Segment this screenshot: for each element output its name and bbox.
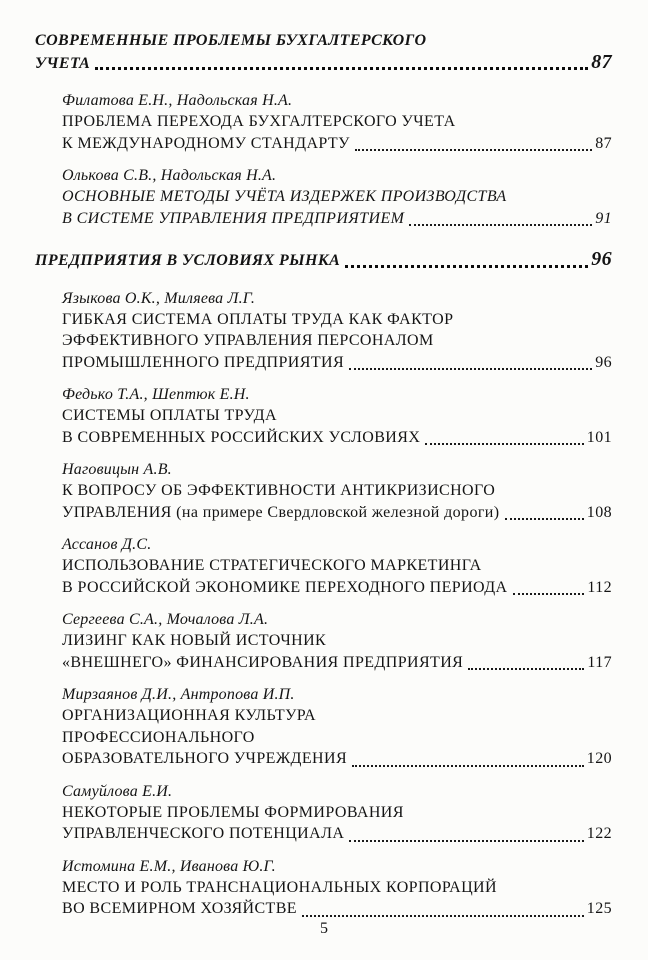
section-heading	[35, 30, 612, 74]
dot-leader	[95, 52, 588, 75]
section-title-row	[35, 249, 612, 272]
entry-title-row	[62, 748, 612, 770]
dot-leader	[352, 748, 584, 770]
entry-page-number: 108	[586, 503, 612, 521]
entry-title-text: ПРОФЕССИОНАЛЬНОГО	[62, 728, 255, 746]
entry-authors: Мирзаянов Д.И., Антропова И.П.	[62, 686, 295, 703]
entry-title-row	[62, 823, 612, 845]
toc-entry	[62, 165, 612, 229]
entry-authors: Наговицын А.В.	[62, 461, 172, 478]
entry-title-text: ОБРАЗОВАТЕЛЬНОГО УЧРЕЖДЕНИЯ	[62, 750, 348, 767]
entry-authors: Языкова О.К., Миляева Л.Г.	[62, 289, 256, 307]
toc-entry	[62, 534, 612, 598]
entry-title-row	[62, 898, 612, 920]
section-page-number: 87	[591, 50, 612, 73]
entry-title-text: ЛИЗИНГ КАК НОВЫЙ ИСТОЧНИК	[62, 632, 327, 649]
entry-title-row	[62, 502, 612, 524]
entry-title-text: «ВНЕШНЕГО» ФИНАНСИРОВАНИЯ ПРЕДПРИЯТИЯ	[62, 653, 464, 671]
entry-title-text: ИСПОЛЬЗОВАНИЕ СТРАТЕГИЧЕСКОГО МАРКЕТИНГА	[62, 557, 482, 574]
entry-title-row	[62, 652, 612, 674]
entry-authors: Самуйлова Е.И.	[62, 782, 173, 800]
entry-title-row	[62, 208, 612, 230]
entry-title-text: УПРАВЛЕНИЯ (на примере Свердловской железной дороги)	[62, 503, 500, 521]
dot-leader	[513, 577, 585, 599]
section-title-row	[35, 52, 612, 75]
dot-leader	[345, 249, 588, 272]
section-title-text: ПРЕДПРИЯТИЯ В УСЛОВИЯХ РЫНКА	[35, 252, 341, 269]
section-heading	[35, 249, 612, 272]
entry-title-text: СИСТЕМЫ ОПЛАТЫ ТРУДА	[62, 407, 277, 424]
entry-title-text: ВО ВСЕМИРНОМ ХОЗЯЙСТВЕ	[62, 900, 297, 917]
entry-title-text: В РОССИЙСКОЙ ЭКОНОМИКЕ ПЕРЕХОДНОГО ПЕРИОДА	[62, 578, 508, 596]
entry-page-number: 87	[595, 134, 612, 152]
entry-page-number: 96	[595, 353, 612, 371]
entry-page-number: 122	[586, 825, 612, 842]
toc-entry	[62, 609, 612, 673]
entry-page-number: 91	[595, 209, 612, 227]
dot-leader	[349, 823, 584, 845]
section-page-number: 96	[591, 248, 612, 270]
entry-title-text: ОРГАНИЗАЦИОННАЯ КУЛЬТУРА	[62, 707, 317, 724]
toc-entry	[62, 684, 612, 770]
toc-entry	[62, 90, 612, 154]
dot-leader	[409, 208, 592, 230]
section-title-text: СОВРЕМЕННЫЕ ПРОБЛЕМЫ БУХГАЛТЕРСКОГО	[35, 32, 427, 49]
entry-title-text: МЕСТО И РОЛЬ ТРАНСНАЦИОНАЛЬНЫХ КОРПОРАЦИЙ	[62, 878, 497, 896]
dot-leader	[302, 898, 584, 920]
entry-authors: Федько Т.А., Шептюк Е.Н.	[62, 386, 250, 403]
toc-entry	[62, 856, 612, 920]
entry-title-text: ПРОМЫШЛЕННОГО ПРЕДПРИЯТИЯ	[62, 353, 345, 371]
entry-authors: Истомина Е.М., Иванова Ю.Г.	[62, 857, 276, 875]
dot-leader	[355, 133, 592, 155]
dot-leader	[349, 352, 592, 374]
entry-title-text: ГИБКАЯ СИСТЕМА ОПЛАТЫ ТРУДА КАК ФАКТОР	[62, 310, 454, 328]
entry-title-row	[62, 133, 612, 155]
entry-title-row	[62, 352, 612, 374]
entry-title-text: ОСНОВНЫЕ МЕТОДЫ УЧЁТА ИЗДЕРЖЕК ПРОИЗВОДСТВА	[62, 188, 507, 205]
entry-page-number: 101	[586, 428, 612, 446]
entry-authors: Ассанов Д.С.	[62, 536, 152, 553]
toc	[35, 30, 612, 920]
entry-title-text: К ВОПРОСУ ОБ ЭФФЕКТИВНОСТИ АНТИКРИЗИСНОГО	[62, 482, 496, 499]
entry-title-text: НЕКОТОРЫЕ ПРОБЛЕМЫ ФОРМИРОВАНИЯ	[62, 803, 404, 821]
toc-entry	[62, 459, 612, 523]
entry-page-number: 117	[587, 653, 612, 671]
entry-page-number: 112	[587, 578, 612, 596]
dot-leader	[425, 427, 584, 449]
entry-title-text: ПРОБЛЕМА ПЕРЕХОДА БУХГАЛТЕРСКОГО УЧЕТА	[62, 113, 456, 130]
dot-leader	[468, 652, 584, 674]
entry-title-text: УПРАВЛЕНЧЕСКОГО ПОТЕНЦИАЛА	[62, 825, 345, 842]
entry-title-text: В СИСТЕМЕ УПРАВЛЕНИЯ ПРЕДПРИЯТИЕМ	[62, 209, 405, 227]
entry-authors: Филатова Е.Н., Надольская Н.А.	[62, 92, 293, 109]
entry-title-row	[62, 427, 612, 449]
entry-page-number: 125	[586, 900, 612, 917]
entry-title-text: В СОВРЕМЕННЫХ РОССИЙСКИХ УСЛОВИЯХ	[62, 428, 421, 446]
dot-leader	[505, 502, 584, 524]
entry-page-number: 120	[586, 750, 612, 767]
entry-authors: Сергеева С.А., Мочалова Л.А.	[62, 611, 269, 628]
page-number-footer: 5	[320, 920, 328, 937]
entry-title-text: К МЕЖДУНАРОДНОМУ СТАНДАРТУ	[62, 134, 350, 152]
entry-title-text: ЭФФЕКТИВНОГО УПРАВЛЕНИЯ ПЕРСОНАЛОМ	[62, 332, 434, 349]
entry-authors: Олькова С.В., Надольская Н.А.	[62, 167, 277, 184]
toc-entry	[62, 288, 612, 374]
entry-title-row	[62, 577, 612, 599]
toc-entry	[62, 781, 612, 845]
section-title-text: УЧЕТА	[35, 54, 91, 72]
toc-entry	[62, 384, 612, 448]
